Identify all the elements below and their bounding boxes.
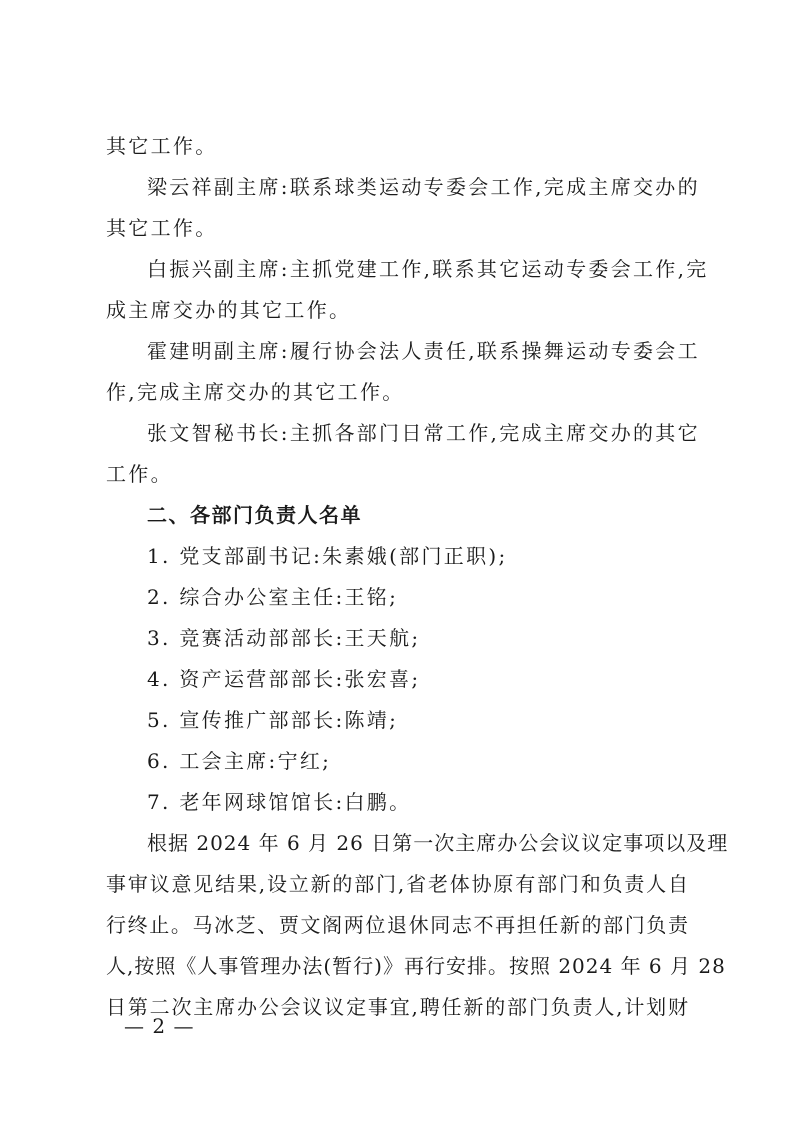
body-line: 成主席交办的其它工作。 [106, 298, 352, 322]
section-heading: 二、各部门负责人名单 [147, 503, 362, 527]
body-line: 梁云祥副主席:联系球类运动专委会工作,完成主席交办的 [147, 175, 700, 199]
list-item: 3. 竞赛活动部部长:王天航; [147, 626, 421, 650]
list-item: 2. 综合办公室主任:王铭; [147, 585, 399, 609]
list-item: 6. 工会主席:宁红; [147, 749, 332, 773]
list-item: 1. 党支部副书记:朱素娥(部门正职); [147, 544, 508, 568]
body-line: 霍建明副主席:履行协会法人责任,联系操舞运动专委会工 [147, 339, 700, 363]
document-body [106, 126, 729, 1028]
list-item: 4. 资产运营部部长:张宏喜; [147, 667, 421, 691]
body-line: 其它工作。 [106, 134, 218, 158]
body-line: 人,按照《人事管理办法(暂行)》再行安排。按照 2024 年 6 月 28 [106, 954, 726, 978]
body-line: 作,完成主席交办的其它工作。 [106, 380, 405, 404]
body-line: 行终止。马冰芝、贾文阁两位退休同志不再担任新的部门负责 [106, 913, 689, 937]
list-item: 5. 宣传推广部部长:陈靖; [147, 708, 399, 732]
body-line: 工作。 [106, 462, 173, 486]
body-line: 其它工作。 [106, 216, 218, 240]
list-item: 7. 老年网球馆馆长:白鹏。 [147, 790, 412, 814]
body-line: 根据 2024 年 6 月 26 日第一次主席办公会议议定事项以及理 [147, 831, 729, 855]
body-line: 日第二次主席办公会议议定事宜,聘任新的部门负责人,计划财 [106, 995, 689, 1019]
page-number: — 2 — [124, 1014, 195, 1038]
body-line: 事审议意见结果,设立新的部门,省老体协原有部门和负责人自 [106, 872, 689, 896]
body-line: 张文智秘书长:主抓各部门日常工作,完成主席交办的其它 [147, 421, 700, 445]
body-line: 白振兴副主席:主抓党建工作,联系其它运动专委会工作,完 [147, 257, 709, 281]
